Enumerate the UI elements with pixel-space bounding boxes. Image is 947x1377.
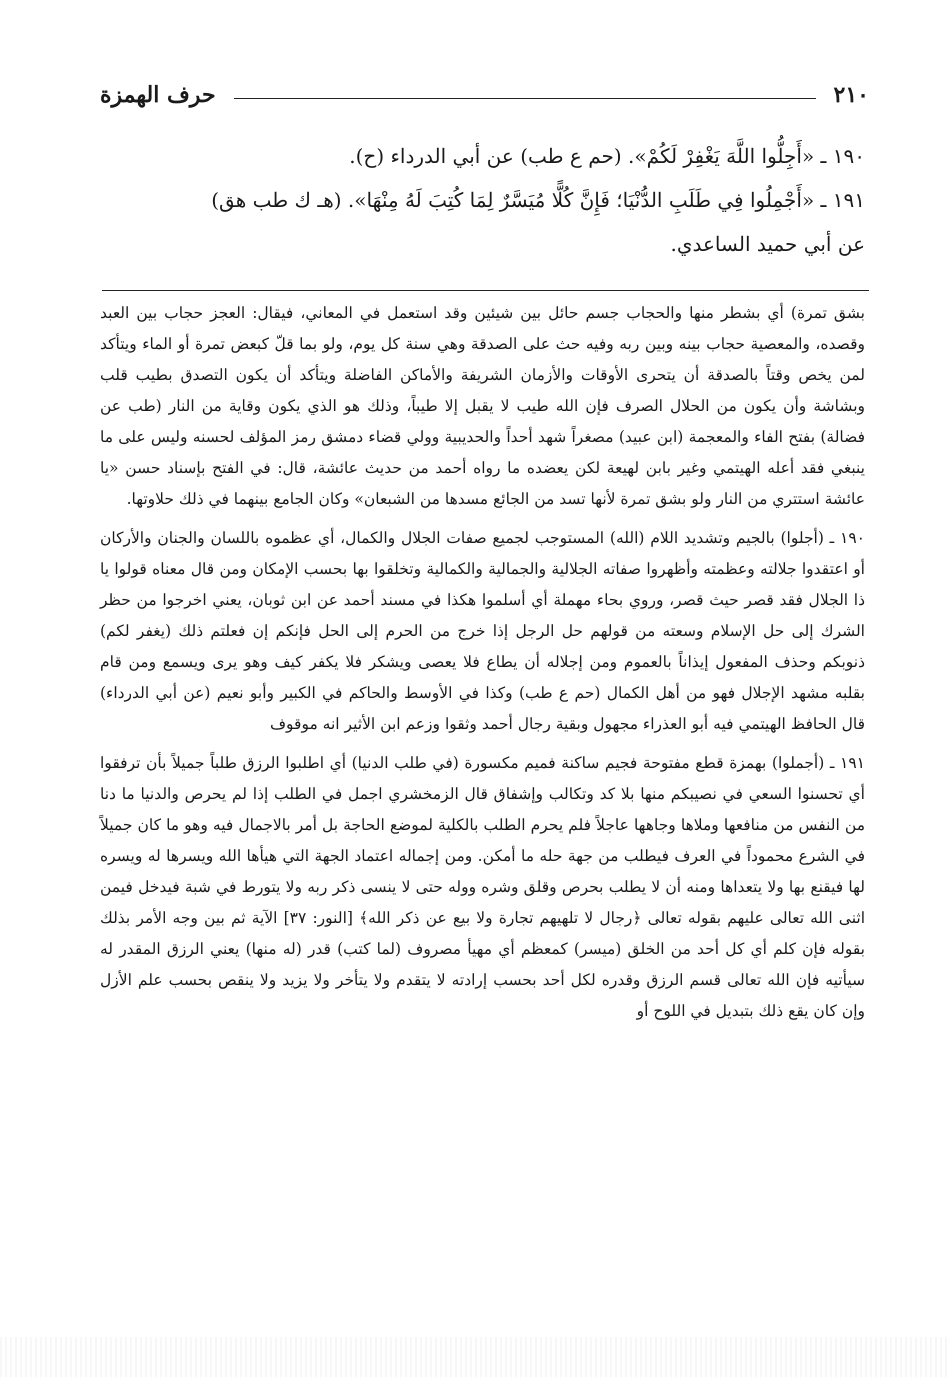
hadith-190-text: ١٩٠ ـ «أَجِلُّوا اللَّهَ يَغْفِرْ لَكُمْ». (حم ع طب) عن أبي الدرداء (ح). [349, 144, 865, 168]
header-rule [234, 98, 816, 99]
commentary-paragraph-190: ١٩٠ ـ (أجلوا) بالجيم وتشديد اللام (الله) المستوجب لجميع صفات الجلال والكمال، أي عظموه باللسان والجنان والأركان أو اعتقدوا جلالته وعظمته وأظهروا صفاته الجلالية والجمالية والكمالية وتخلقوا بها بحسب الإمكان ومن قال معناه قولوا يا ذا الجلال فقد قصر حيث قصر، وروي بحاء مهملة أي أسلموا هكذا في مسند أحمد عن ابن ثوبان، يعني اخرجوا من حظر الشرك إلى حل الإسلام وسعته من قولهم حل الرجل إذا خرج من الحرم إلى الحل فإنكم إن فعلتم ذلك (يغفر لكم) ذنوبكم وحذف المفعول إيذاناً بالعموم ومن إجلاله أن يطاع فلا يعصى ويشكر فلا يكفر كيف وهو يرى ويسمع ومن قام بقلبه مشهد الإجلال فهو من أهل الكمال (حم ع طب) وكذا في الأوسط والحاكم في الكبير وأبو نعيم (عن أبي الدرداء) قال الحافظ الهيتمي فيه أبو العذراء مجهول وبقية رجال أحمد وثقوا وزعم ابن الأثير انه موقوف [100, 529, 865, 733]
hadith-191 [100, 178, 865, 266]
scan-edge [0, 1337, 947, 1377]
hadith-191-narrator: عن أبي حميد الساعدي. [670, 232, 865, 256]
page-number: ٢١٠ [833, 82, 869, 108]
hadith-190 [100, 134, 865, 178]
commentary-paragraph-191: ١٩١ ـ (أجملوا) بهمزة قطع مفتوحة فجيم ساكنة فميم مكسورة (في طلب الدنيا) أي اطلبوا الرزق طلباً جميلاً بأن ترفقوا أي تحسنوا السعي في نصيبكم منها بلا كد وتكالب وإشفاق قال الزمخشري اجمل في الطلب إذا لم يحرص والدنيا ما دنا من النفس من منافعها وملاها وجاهها عاجلاً فلم يحرم الطلب بالكلية لموضع الحاجة بل أمر بالاجمال فيه وهو ما كان جميلاً في الشرع محموداً في العرف فيطلب من جهة حله ما أمكن. ومن إجماله اعتماد الجهة التي هيأها الله ويسرها له ويسره لها فيقنع بها ولا يتعداها ومنه أن لا يطلب بحرص وقلق وشره ووله حتى لا ينسى ذكر ربه ولا يتورط في شبة فيدخل فيمن اثنى الله تعالى عليهم بقوله تعالى ﴿رجال لا تلهيهم تجارة ولا بيع عن ذكر الله﴾ [النور: ٣٧] الآية ثم بين وجه الأمر بذلك بقوله فإن كلم أي كل أحد من الخلق (ميسر) كمعظم أي مهيأ مصروف (لما كتب) قدر (له منها) يعني الرزق المقدر له سيأتيه فإن الله تعالى قسم الرزق وقدره لكل أحد بحسب إرادته لا يتقدم ولا يتأخر ولا يزيد ولا ينقص بحسب علم الأزل وإن كان يقع ذلك بتبديل في اللوح أو [100, 754, 866, 1020]
page-header [100, 64, 869, 108]
commentary-paragraph-continued: بشق تمرة) أي بشطر منها والحجاب جسم حائل بين شيئين وقد استعمل في المعاني، فيقال: العجز حجاب بين العبد وقصده، والمعصية حجاب بينه وبين ربه وفيه حث على الصدقة وهي سنة كل يوم، ولو بما قلّ كبعض تمرة أو الماء ويتأكد لمن يخص وقتاً بالصدقة أن يتحرى الأوقات والأزمان الشريفة والأماكن الفاضلة ويتأكد أن يكون التصدق بطيب قلب وبشاشة وأن يكون من الحلال الصرف فإن الله طيب لا يقبل إلا طيباً، وذلك هو الذي يكون وقاية من النار (طب عن فضالة) بفتح الفاء والمعجمة (ابن عبيد) مصغراً شهد أحداً والحديبية وولي قضاء دمشق رمز المؤلف لحسنه وليس على ما ينبغي فقد أعله الهيتمي وغير بابن لهيعة لكن يعضده ما رواه أحمد من حديث عائشة، قال: في الفتح بإسناد حسن «يا عائشة استتري من النار ولو بشق تمرة لأنها تسد من الجائع مسدها من الشبعان» وكان الجامع بينهما في ذلك حلاوتها. [100, 304, 865, 508]
commentary-section [100, 298, 865, 1035]
hadith-191-text: ١٩١ ـ «أَجْمِلُوا فِي طَلَبِ الدُّنْيَا؛ فَإِنَّ كُلًّا مُيَسَّرٌ لِمَا كُتِبَ لَهُ مِنْهَا». (هـ ك طب هق) [211, 188, 865, 212]
chapter-title: حرف الهمزة [100, 82, 216, 108]
footnote-separator [102, 290, 869, 291]
